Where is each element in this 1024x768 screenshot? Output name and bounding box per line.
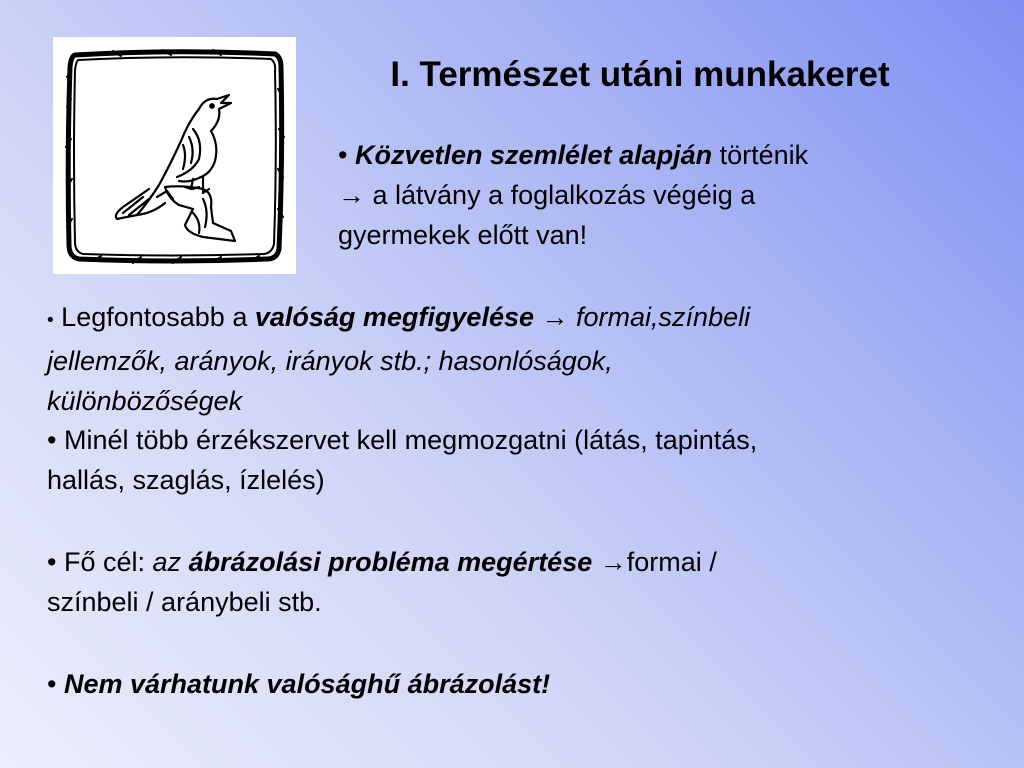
body-text: → a látvány a foglalkozás végéig a: [338, 180, 756, 210]
emphasis-text: ábrázolási probléma megértése: [188, 547, 593, 577]
body-text: gyermekek előtt van!: [338, 220, 588, 250]
paragraph-direct-observation: [338, 135, 978, 255]
italic-text: különbözőségek: [47, 386, 243, 416]
bird-sketch-icon: [53, 37, 296, 274]
body-text: Fő cél:: [63, 547, 145, 577]
bullet: •: [47, 547, 57, 577]
italic-text: az: [152, 547, 182, 577]
bird-illustration: [53, 37, 296, 274]
arrow: →: [541, 302, 569, 332]
bullet: •: [338, 140, 348, 170]
paragraph-reality-observation: [47, 297, 987, 421]
emphasis-text: valóság megfigyelése: [254, 302, 534, 332]
paragraph-main-goal: [47, 542, 987, 622]
bullet: •: [47, 669, 57, 699]
bullet: •: [47, 310, 54, 331]
body-text: Legfontosabb a: [61, 302, 248, 332]
body-text: színbeli / aránybeli stb.: [47, 587, 322, 617]
body-text: történik: [719, 140, 809, 170]
bullet: •: [47, 425, 57, 455]
emphasis-text: Közvetlen szemlélet alapján: [354, 140, 713, 170]
paragraph-conclusion: [47, 664, 987, 704]
body-text: →formai /: [599, 547, 717, 577]
body-text: hallás, szaglás, ízlelés): [47, 465, 325, 495]
emphasis-text: Nem várhatunk valósághű ábrázolást!: [63, 669, 551, 699]
slide-title: I. Természet utáni munkakeret: [390, 55, 890, 94]
body-text: Minél több érzékszervet kell megmozgatni (látás, tapintás,: [63, 425, 758, 455]
italic-text: formai,színbeli: [576, 302, 751, 332]
italic-text: jellemzők, arányok, irányok stb.; hasonlóságok,: [47, 346, 613, 376]
paragraph-senses: [47, 420, 987, 500]
